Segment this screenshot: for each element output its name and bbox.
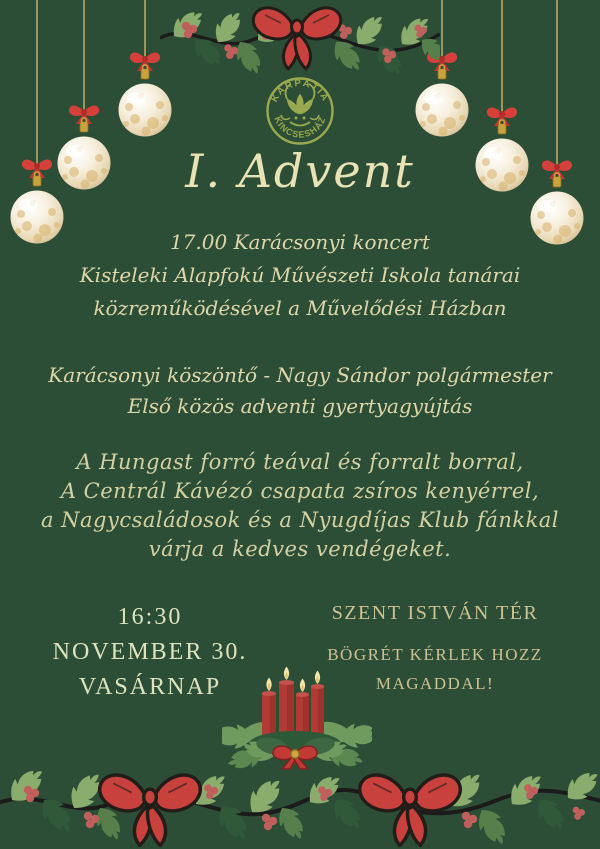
program-line: Első közös adventi gyertyagyújtás — [127, 394, 473, 418]
day-text: VASÁRNAP — [78, 674, 222, 700]
tulip-motif-icon — [281, 84, 319, 126]
program-line: 17.00 Karácsonyi koncert — [169, 230, 431, 254]
bottom-garland-icon — [0, 758, 600, 849]
bauble-ornament-icon — [527, 0, 587, 249]
program-line: Karácsonyi köszöntő - Nagy Sándor polgármester — [48, 363, 552, 387]
logo-top-text: KÁRPÁTIA — [269, 77, 331, 105]
script-line: várja a kedves vendégeket. — [148, 537, 452, 561]
script-line: A Centrál Kávézó csapata zsíros kenyérrel, — [60, 479, 540, 503]
candle — [311, 671, 324, 739]
ornament-cap — [80, 118, 88, 132]
program-block-2 — [0, 360, 600, 422]
program-line: közreműködésével a Művelődési Házban — [93, 296, 507, 320]
candles — [262, 667, 324, 739]
date-text: NOVEMBER 30. — [52, 639, 248, 665]
script-line: a Nagycsaládosok és a Nyugdíjas Klub fánkkal — [40, 508, 560, 532]
bring-mug-note-line1: BÖGRÉT KÉRLEK HOZZ — [327, 645, 543, 664]
program-line: Kisteleki Alapfokú Művészeti Iskola tanárai — [79, 263, 521, 287]
ornament-cap — [141, 65, 149, 79]
program-block-1 — [0, 226, 600, 325]
hospitality-block — [0, 448, 600, 564]
holly-leaves — [3, 762, 600, 849]
garland-bow-icon — [360, 775, 461, 845]
bring-mug-note-line2: MAGADDAL! — [375, 674, 495, 693]
logo-bottom-text: KINCSESHÁZ — [272, 114, 328, 140]
candle — [296, 679, 309, 739]
script-line: A Hungast forró teával és forralt borral, — [76, 450, 524, 474]
candle — [262, 678, 276, 739]
poster-title: I. Advent — [185, 144, 415, 198]
location-name: SZENT ISTVÁN TÉR — [331, 602, 539, 624]
advent-wreath-icon — [222, 666, 372, 771]
candle — [279, 667, 294, 739]
ornament-cap — [498, 120, 506, 134]
time-text: 16:30 — [117, 604, 183, 630]
